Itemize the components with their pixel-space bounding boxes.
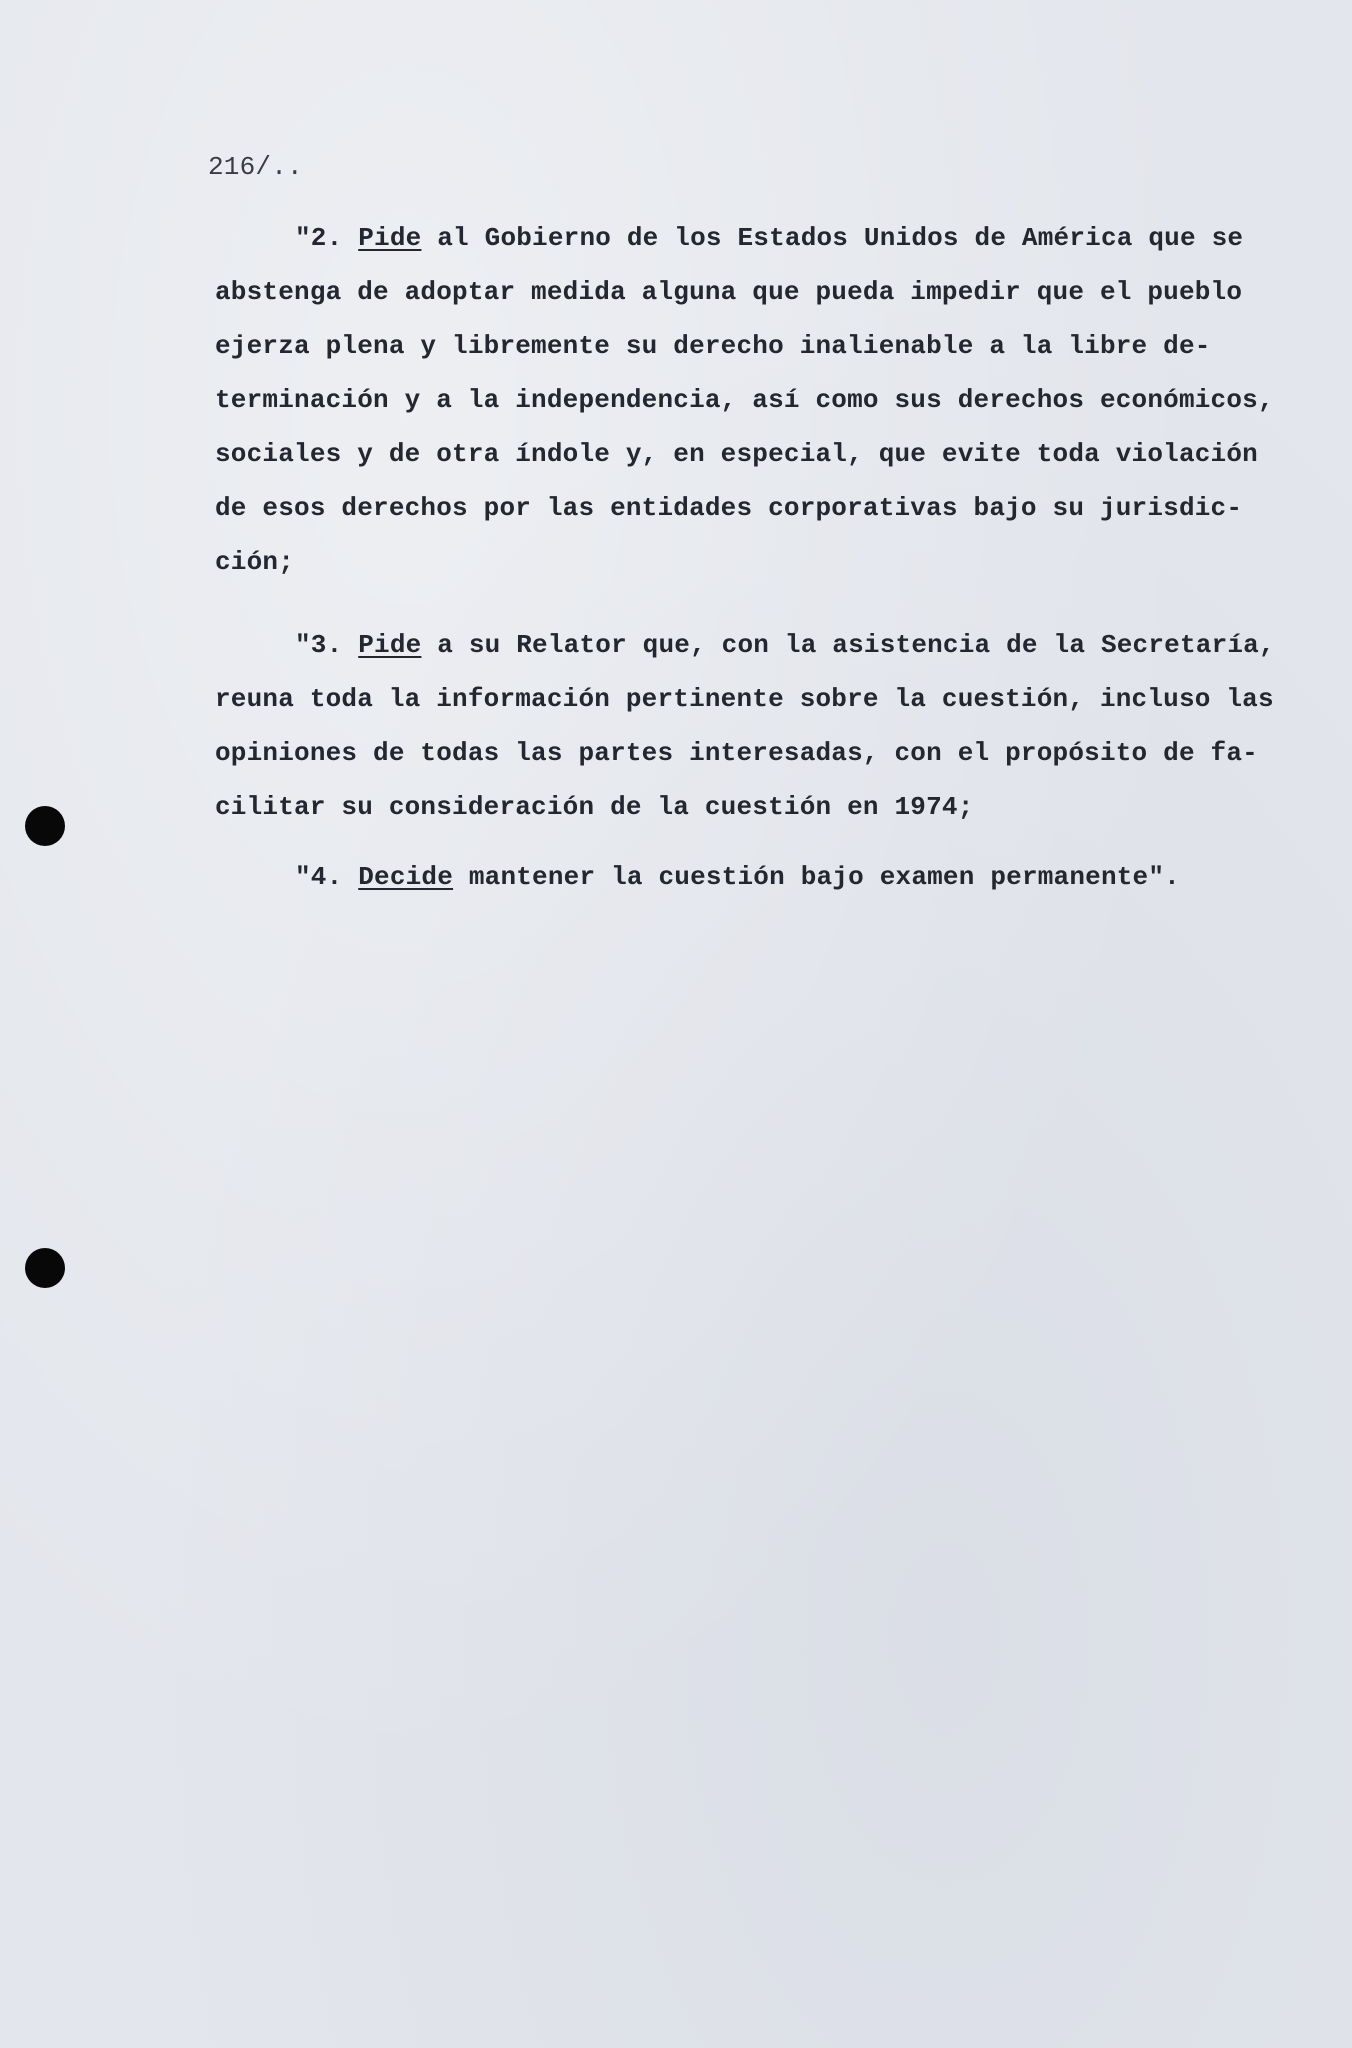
paragraph-text: a su Relator que, con la asistencia de la Secretaría, xyxy=(421,630,1275,660)
paragraph-keyword: Pide xyxy=(358,630,422,660)
paragraph-line: opiniones de todas las partes interesadas, con el propósito de fa- xyxy=(215,738,1258,768)
paragraph-line: terminación y a la independencia, así como sus derechos económicos, xyxy=(215,385,1274,415)
paragraph-keyword: Decide xyxy=(358,862,454,892)
paragraph-number: "4. xyxy=(295,862,359,892)
paragraph-number: "2. xyxy=(295,223,359,253)
paragraph-line: abstenga de adoptar medida alguna que pueda impedir que el pueblo xyxy=(215,277,1243,307)
paragraph-first-line xyxy=(295,223,1243,253)
punch-hole xyxy=(25,806,65,846)
paragraph-text: mantener la cuestión bajo examen permanente". xyxy=(453,862,1180,892)
paragraph-text: al Gobierno de los Estados Unidos de América que se xyxy=(421,223,1244,253)
paragraph-first-line xyxy=(295,630,1275,660)
paragraph-line: de esos derechos por las entidades corporativas bajo su jurisdic- xyxy=(215,493,1243,523)
paragraph-line: sociales y de otra índole y, en especial, que evite toda violación xyxy=(215,439,1258,469)
paragraph-line: ción; xyxy=(215,547,295,577)
paragraph-3 xyxy=(215,630,1315,830)
paragraph-keyword: Pide xyxy=(358,223,422,253)
paragraph-4 xyxy=(215,862,1315,902)
paragraph-line: cilitar su consideración de la cuestión en 1974; xyxy=(215,792,974,822)
paragraph-number: "3. xyxy=(295,630,359,660)
paragraph-line: ejerza plena y libremente su derecho inalienable a la libre de- xyxy=(215,331,1211,361)
punch-hole xyxy=(25,1248,65,1288)
paragraph-line: reuna toda la información pertinente sobre la cuestión, incluso las xyxy=(215,684,1274,714)
paragraph-2 xyxy=(215,223,1315,603)
page-reference: 216/.. xyxy=(208,152,303,182)
paragraph-first-line xyxy=(295,862,1180,892)
